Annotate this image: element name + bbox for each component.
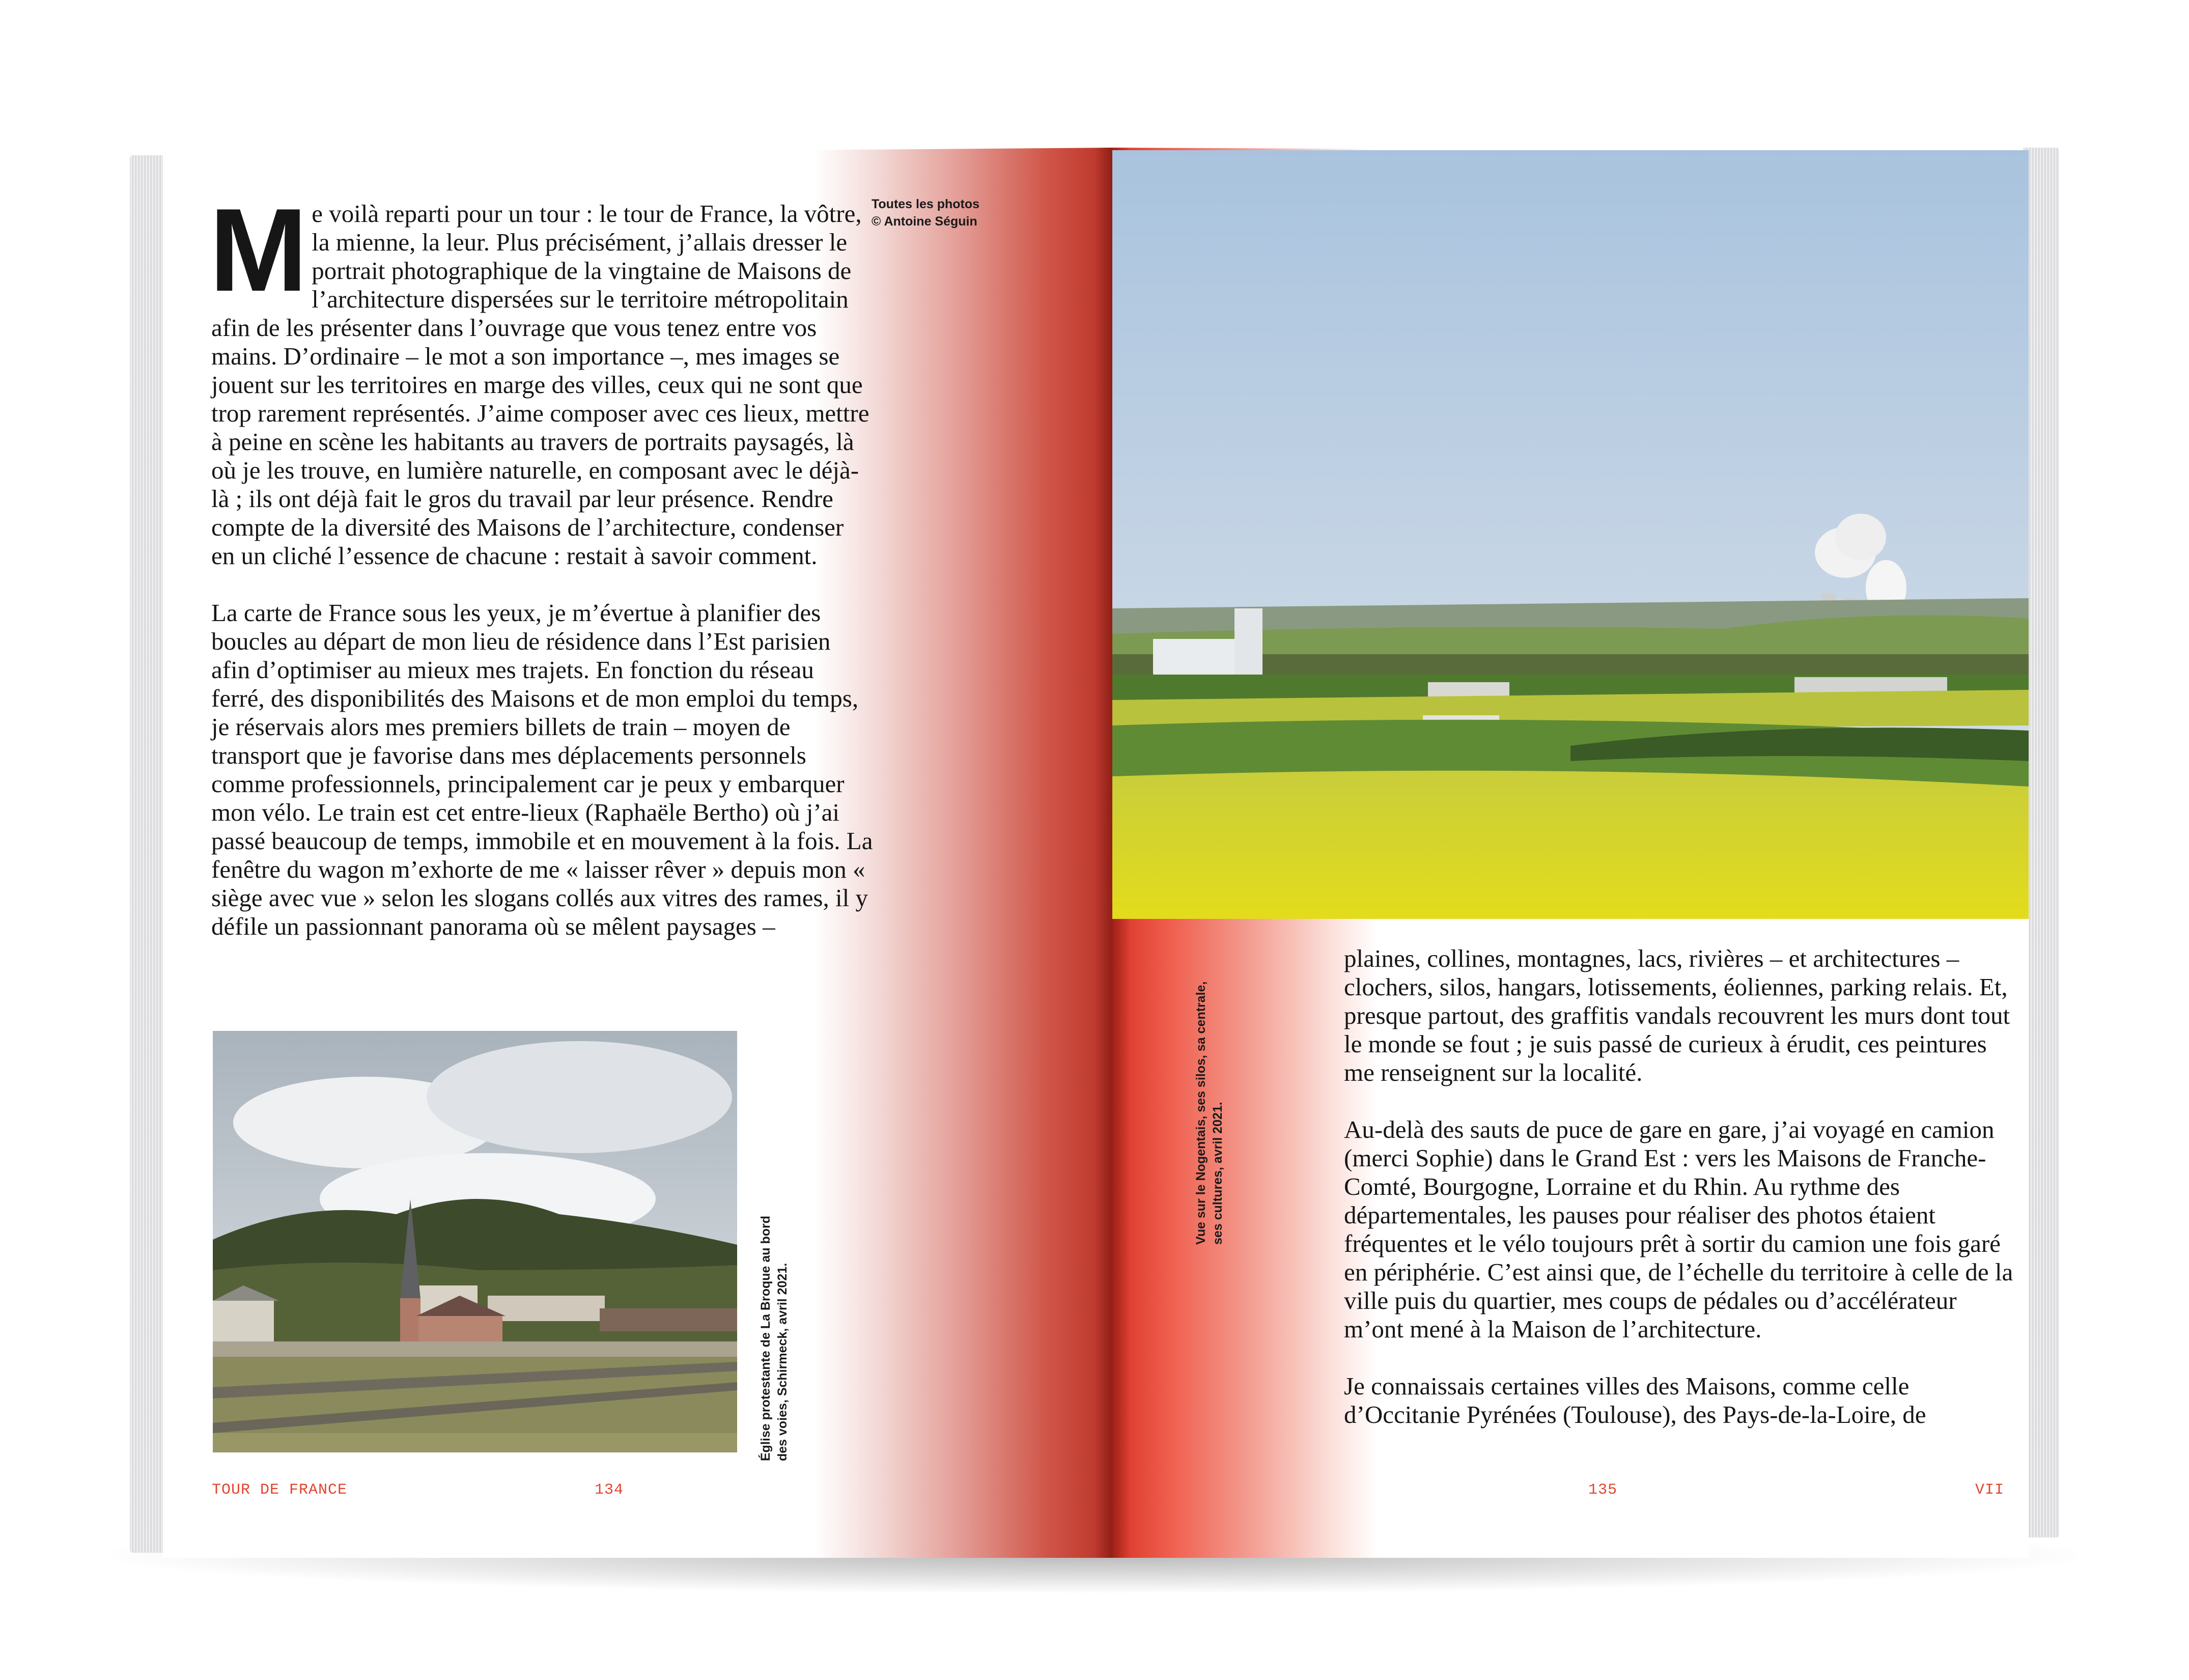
page-edges-right [2024, 148, 2059, 1537]
landscape-photo-caption: Vue sur le Nogentais, ses silos, sa centrale, ses cultures, avril 2021. [1194, 981, 1225, 1245]
page-number-left: 134 [595, 1481, 624, 1499]
right-paragraph-1: plaines, collines, montagnes, lacs, rivières – et architectures – clochers, silos, hangars, lotissements, éoliennes, parking relais. Et, presque partout, des graffitis vandals recouvrent les murs dont tout le monde se fout ; je suis passé de curieux à érudit, ces peintures me renseignent sur la localité. [1344, 944, 2010, 1086]
church-photo-caption: Église protestante de La Broque au bord des voies, Schirmeck, avril 2021. [759, 1215, 790, 1461]
photo-credit: Toutes les photos © Antoine Séguin [872, 197, 980, 229]
church-photo [213, 1031, 737, 1452]
right-body-text [1344, 944, 2016, 1458]
footer-section-title: TOUR DE FRANCE [212, 1481, 348, 1499]
right-paragraph-3: Je connaissais certaines villes des Maisons, comme celle d’Occitanie Pyrénées (Toulouse), des Pays-de-la-Loire, de [1344, 1372, 1926, 1429]
drop-cap: M [209, 184, 305, 316]
footer-folio-roman: VII [1975, 1481, 2005, 1499]
page-number-right: 135 [1588, 1481, 1618, 1499]
landscape-photo [1112, 150, 2029, 919]
left-body-text [209, 184, 873, 969]
right-paragraph-2: Au-delà des sauts de puce de gare en gare, j’ai voyagé en camion (merci Sophie) dans le Grand Est : vers les Maisons de Franche-Comté, Bourgogne, Lorraine et du Rhin. Au rythme des départementales, les pauses pour réaliser des photos étaient fréquentes et le vélo toujours prêt à sortir du camion une fois garé en périphérie. C’est ainsi que, de l’échelle du territoire à celle de la ville puis du quartier, mes coups de pédales ou d’accélérateur m’ont mené à la Maison de l’architecture. [1344, 1115, 2013, 1343]
left-paragraph-1: Me voilà reparti pour un tour : le tour de France, la vôtre, la mienne, la leur. Plus précisément, j’allais dresser le portrait photographique de la vingtaine de Maisons de l’architecture dispersées sur le territoire métropolitain afin de les présenter dans l’ouvrage que vous tenez entre vos mains. D’ordinaire – le mot a son importance –, mes images se jouent sur les territoires en marge des villes, ceux qui ne sont que trop rarement représentés. J’aime composer avec ces lieux, mettre à peine en scène les habitants au travers de portraits paysagés, là où je les trouve, en lumière naturelle, en composant avec le déjà-là ; ils ont déjà fait le gros du travail par leur présence. Rendre compte de la diversité des Maisons de l’architecture, condenser en un cliché l’essence de chacune : restait à savoir comment. [209, 184, 869, 570]
left-paragraph-2: La carte de France sous les yeux, je m’évertue à planifier des boucles au départ de mon lieu de résidence dans l’Est parisien afin d’optimiser au mieux mes trajets. En fonction du réseau ferré, des disponibilités des Maisons et de mon emploi du temps, je réservais alors mes premiers billets de train – moyen de transport que je favorise dans mes déplacements personnels comme professionnels, principalement car je peux y embarquer mon vélo. Le train est cet entre-lieux (Raphaële Bertho) où j’ai passé beaucoup de temps, immobile et en mouvement à la fois. La fenêtre du wagon m’exhorte de me « laisser rêver » depuis mon « siège avec vue » selon les slogans collés aux vitres des rames, il y défile un passionnant panorama où se mêlent paysages – [211, 599, 873, 940]
